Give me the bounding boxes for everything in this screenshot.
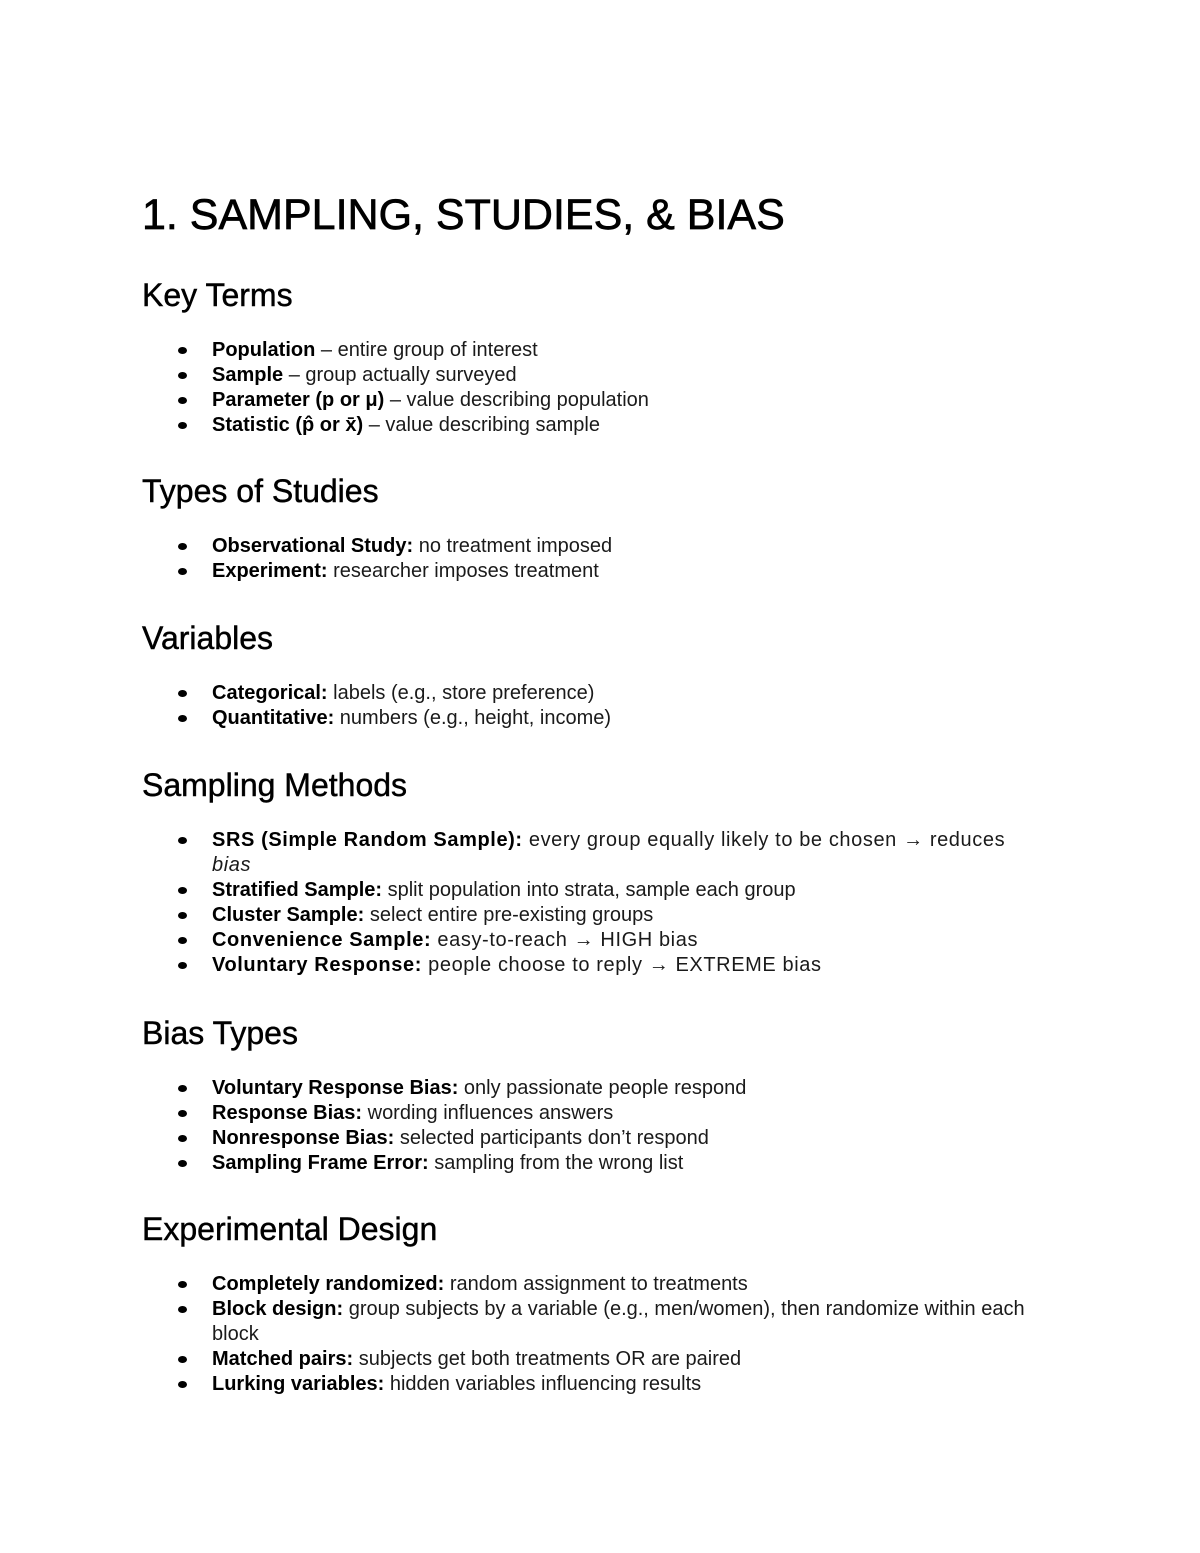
experimental-design-list [212, 1272, 1052, 1397]
term-description-emphasis: bias [212, 854, 252, 876]
term-label: Quantitative: [212, 707, 335, 729]
section-heading-types-of-studies: Types of Studies [142, 473, 379, 509]
bullet-icon [178, 887, 187, 894]
term-label: Observational Study: [212, 535, 414, 557]
list-item [212, 1101, 1082, 1126]
list-item [212, 706, 1082, 731]
list-item [212, 363, 1082, 388]
term-label: Lurking variables: [212, 1373, 385, 1395]
list-item [212, 388, 1082, 413]
list-item [212, 1126, 1082, 1151]
term-description: – value describing sample [363, 414, 600, 436]
term-label: Nonresponse Bias: [212, 1127, 395, 1149]
term-label: Voluntary Response: [212, 954, 422, 976]
list-item [212, 1297, 1052, 1347]
bullet-icon [178, 397, 187, 404]
variables-list [212, 681, 1082, 731]
term-label: Convenience Sample: [212, 929, 432, 951]
term-label: Matched pairs: [212, 1348, 354, 1370]
list-item [212, 338, 1082, 363]
term-description: selected participants don’t respond [394, 1127, 709, 1149]
bullet-icon [178, 1281, 187, 1288]
bullet-icon [178, 1381, 187, 1388]
bullet-icon [178, 543, 187, 550]
section-heading-key-terms: Key Terms [142, 277, 293, 313]
term-label: Voluntary Response Bias: [212, 1077, 459, 1099]
list-item [212, 1347, 1052, 1372]
sampling-methods-list [212, 828, 1012, 978]
section-heading-bias-types: Bias Types [142, 1015, 298, 1051]
term-label: Block design: [212, 1298, 344, 1320]
term-label: Sample [212, 364, 284, 386]
term-description: subjects get both treatments OR are paired [353, 1348, 742, 1370]
term-description: every group equally likely to be chosen → reduces [522, 829, 1006, 851]
section-heading-sampling-methods: Sampling Methods [142, 767, 408, 803]
term-description: labels (e.g., store preference) [327, 682, 595, 704]
list-item [212, 953, 1012, 978]
term-description: no treatment imposed [413, 535, 613, 557]
key-terms-list [212, 338, 1082, 438]
list-item [212, 878, 1012, 903]
list-item [212, 1272, 1052, 1297]
section-heading-variables: Variables [142, 620, 274, 656]
list-item [212, 534, 1082, 559]
term-description: numbers (e.g., height, income) [334, 707, 612, 729]
term-label: Response Bias: [212, 1102, 363, 1124]
document-title: 1. SAMPLING, STUDIES, & BIAS [142, 191, 785, 239]
term-description: split population into strata, sample each group [382, 879, 796, 901]
term-description: – entire group of interest [315, 339, 538, 361]
term-label: Sampling Frame Error: [212, 1152, 429, 1174]
bullet-icon [178, 422, 187, 429]
list-item [212, 413, 1082, 438]
term-label: Stratified Sample: [212, 879, 383, 901]
bullet-icon [178, 837, 187, 844]
term-description: only passionate people respond [458, 1077, 747, 1099]
bullet-icon [178, 1110, 187, 1117]
list-item [212, 559, 1082, 584]
section-heading-experimental-design: Experimental Design [142, 1211, 438, 1247]
list-item [212, 1076, 1082, 1101]
term-label: Categorical: [212, 682, 328, 704]
term-description: sampling from the wrong list [428, 1152, 684, 1174]
bullet-icon [178, 372, 187, 379]
list-item [212, 903, 1012, 928]
list-item [212, 928, 1012, 953]
term-label: SRS (Simple Random Sample): [212, 829, 523, 851]
term-description: people choose to reply → EXTREME bias [421, 954, 822, 976]
bullet-icon [178, 715, 187, 722]
bullet-icon [178, 962, 187, 969]
term-description: random assignment to treatments [444, 1273, 748, 1295]
bullet-icon [178, 690, 187, 697]
term-label: Parameter (p or μ) [212, 389, 385, 411]
term-label: Statistic (p̂ or x̄) [212, 414, 364, 436]
term-description: group subjects by a variable (e.g., men/women), then randomize within each block [212, 1298, 1025, 1345]
term-label: Cluster Sample: [212, 904, 365, 926]
term-description: easy-to-reach → HIGH bias [431, 929, 699, 951]
bias-types-list [212, 1076, 1082, 1176]
bullet-icon [178, 1160, 187, 1167]
term-description: select entire pre-existing groups [364, 904, 654, 926]
bullet-icon [178, 1356, 187, 1363]
term-description: hidden variables influencing results [384, 1373, 702, 1395]
types-of-studies-list [212, 534, 1082, 584]
bullet-icon [178, 937, 187, 944]
term-description: – value describing population [384, 389, 649, 411]
bullet-icon [178, 347, 187, 354]
term-label: Population [212, 339, 316, 361]
list-item [212, 828, 1012, 878]
term-label: Completely randomized: [212, 1273, 445, 1295]
bullet-icon [178, 1306, 187, 1313]
list-item [212, 681, 1082, 706]
term-label: Experiment: [212, 560, 328, 582]
term-description: wording influences answers [362, 1102, 614, 1124]
list-item [212, 1372, 1052, 1397]
bullet-icon [178, 1085, 187, 1092]
bullet-icon [178, 568, 187, 575]
term-description: researcher imposes treatment [327, 560, 599, 582]
bullet-icon [178, 1135, 187, 1142]
bullet-icon [178, 912, 187, 919]
list-item [212, 1151, 1082, 1176]
term-description: – group actually surveyed [283, 364, 517, 386]
